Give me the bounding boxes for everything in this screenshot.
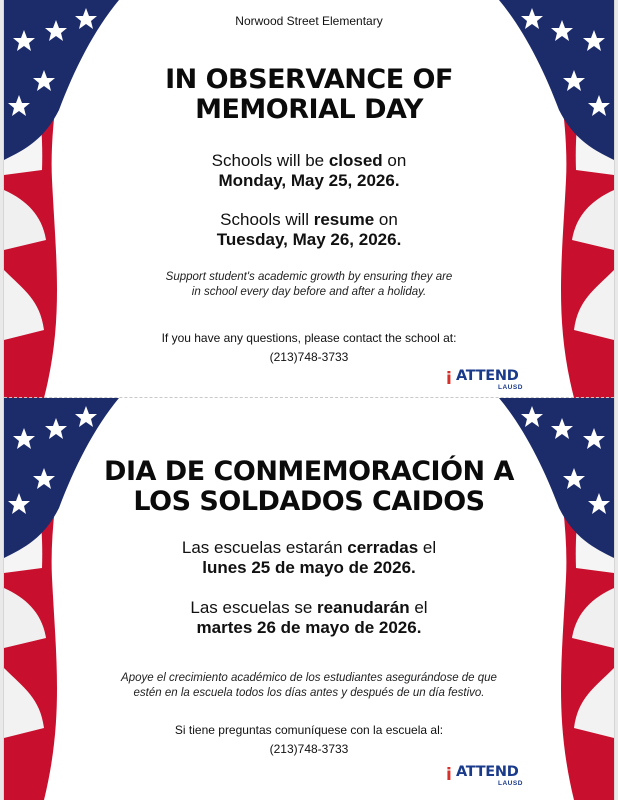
resume-date: Tuesday, May 26, 2026. <box>216 230 402 249</box>
resume-word: resume <box>313 210 375 229</box>
closed-post: on <box>382 151 407 170</box>
contact-text-es: Si tiene preguntas comuníquese con la escuela al: <box>174 723 444 737</box>
logo-lausd: LAUSD <box>498 384 523 391</box>
phone-number: (213)748-3733 <box>269 350 349 364</box>
page-title-line2: MEMORIAL DAY <box>195 94 423 125</box>
english-flyer <box>4 0 614 398</box>
i-attend-logo <box>446 761 528 787</box>
note-line2: in school every day before and after a holiday. <box>191 286 427 298</box>
spanish-flyer <box>4 398 614 800</box>
page-title-line1-es: DIA DE CONMEMORACIÓN A <box>104 456 514 487</box>
english-content <box>4 0 614 398</box>
resume-post: on <box>374 210 398 229</box>
note-line2-es: estén en la escuela todos los días antes y después de un día festivo. <box>133 687 485 699</box>
resume-pre: Schools will <box>220 210 314 229</box>
closed-date-es: lunes 25 de mayo de 2026. <box>202 558 416 577</box>
page-title-line1: IN OBSERVANCE OF <box>165 64 453 95</box>
logo-attend: ATTEND <box>456 764 519 780</box>
closed-line-es <box>4 537 614 558</box>
page-title-line2-es: LOS SOLDADOS CAIDOS <box>133 486 485 517</box>
logo-i: i <box>446 369 452 389</box>
resume-line <box>4 209 614 230</box>
closed-word-es: cerradas <box>347 538 419 557</box>
logo-attend: ATTEND <box>456 368 519 384</box>
flyer-page <box>3 0 615 800</box>
closed-date: Monday, May 25, 2026. <box>218 171 400 190</box>
i-attend-logo <box>446 365 528 391</box>
contact-text: If you have any questions, please contact the school at: <box>161 331 457 345</box>
resume-line-es <box>4 597 614 618</box>
closed-word: closed <box>328 151 383 170</box>
phone-number-es: (213)748-3733 <box>269 742 349 756</box>
note-line1: Support student's academic growth by ensuring they are <box>165 271 453 283</box>
logo-i: i <box>446 765 452 785</box>
school-name: Norwood Street Elementary <box>235 14 383 28</box>
resume-word-es: reanudarán <box>317 598 410 617</box>
resume-post-es: el <box>409 598 428 617</box>
logo-lausd: LAUSD <box>498 780 523 787</box>
closed-line <box>4 150 614 171</box>
resume-date-es: martes 26 de mayo de 2026. <box>196 618 422 637</box>
closed-pre: Schools will be <box>211 151 329 170</box>
closed-post-es: el <box>418 538 437 557</box>
resume-pre-es: Las escuelas se <box>190 598 318 617</box>
spanish-content <box>4 398 614 800</box>
note-line1-es: Apoye el crecimiento académico de los estudiantes asegurándose de que <box>121 672 497 684</box>
closed-pre-es: Las escuelas estarán <box>181 538 348 557</box>
